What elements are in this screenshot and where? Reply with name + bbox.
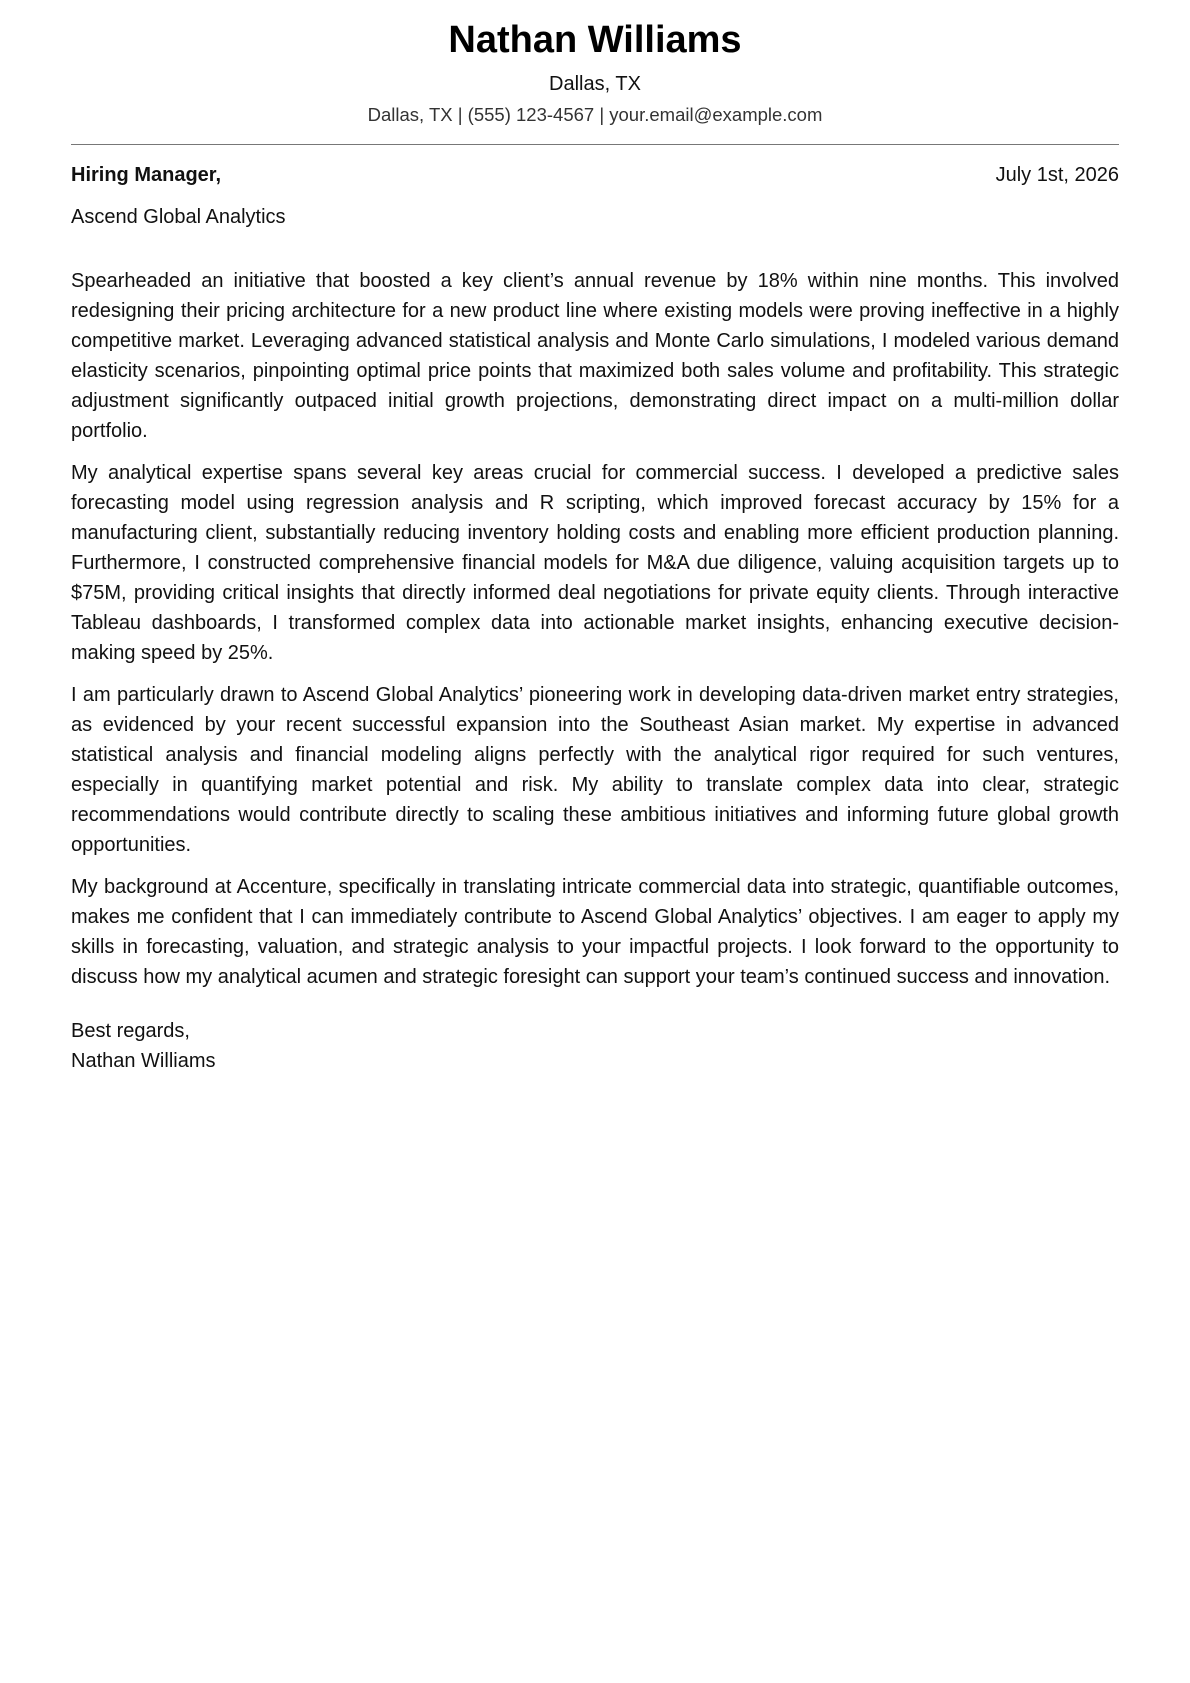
sender-location: Dallas, TX <box>549 73 641 95</box>
header-divider <box>71 144 1119 145</box>
body-paragraph: Spearheaded an initiative that boosted a key client’s annual revenue by 18% within nine months. This involved redesigning their pricing architecture for a new product line where existing models were proving ineffective in a highly competitive market. Leveraging advanced statistical analysis and Monte Carlo simulations, I modeled various demand elasticity scenarios, pinpointing optimal price points that maximized both sales volume and profitability. This strategic adjustment significantly outpaced initial growth projections, demonstrating direct impact on a multi-million dollar portfolio. <box>71 270 1119 442</box>
recipient-company: Ascend Global Analytics <box>71 206 286 228</box>
letter-closing <box>71 1016 1119 1076</box>
body-paragraph: My analytical expertise spans several key areas crucial for commercial success. I developed a predictive sales forecasting model using regression analysis and R scripting, which improved forecast accuracy by 15% for a manufacturing client, substantially reducing inventory holding costs and enabling more efficient production planning. Furthermore, I constructed comprehensive financial models for M&A due diligence, valuing acquisition targets up to $75M, providing critical insights that directly informed deal negotiations for private equity clients. Through interactive Tableau dashboards, I transformed complex data into actionable market insights, enhancing executive decision-making speed by 25%. <box>71 462 1119 664</box>
letter-body <box>71 266 1119 992</box>
sender-name: Nathan Williams <box>448 19 742 61</box>
letter-header <box>71 0 1119 128</box>
closing-salutation: Best regards, <box>71 1020 190 1042</box>
body-paragraph: I am particularly drawn to Ascend Global Analytics’ pioneering work in developing data-driven market entry strategies, as evidenced by your recent successful expansion into the Southeast Asian market. My expertise in advanced statistical analysis and financial modeling aligns perfectly with the analytical rigor required for such ventures, especially in quantifying market potential and risk. My ability to translate complex data into clear, strategic recommendations would contribute directly to scaling these ambitious initiatives and informing future global growth opportunities. <box>71 684 1119 856</box>
letter-date: July 1st, 2026 <box>995 164 1119 186</box>
recipient-row <box>71 160 1119 190</box>
recipient-title: Hiring Manager, <box>71 164 222 186</box>
sender-contact-line: Dallas, TX | (555) 123-4567 | your.email@example.com <box>367 104 823 125</box>
closing-signature: Nathan Williams <box>71 1050 216 1072</box>
body-paragraph: My background at Accenture, specifically in translating intricate commercial data into strategic, quantifiable outcomes, makes me confident that I can immediately contribute to Ascend Global Analytics’ objectives. I am eager to apply my skills in forecasting, valuation, and strategic analysis to your impactful projects. I look forward to the opportunity to discuss how my analytical acumen and strategic foresight can support your team’s continued success and innovation. <box>71 876 1119 988</box>
